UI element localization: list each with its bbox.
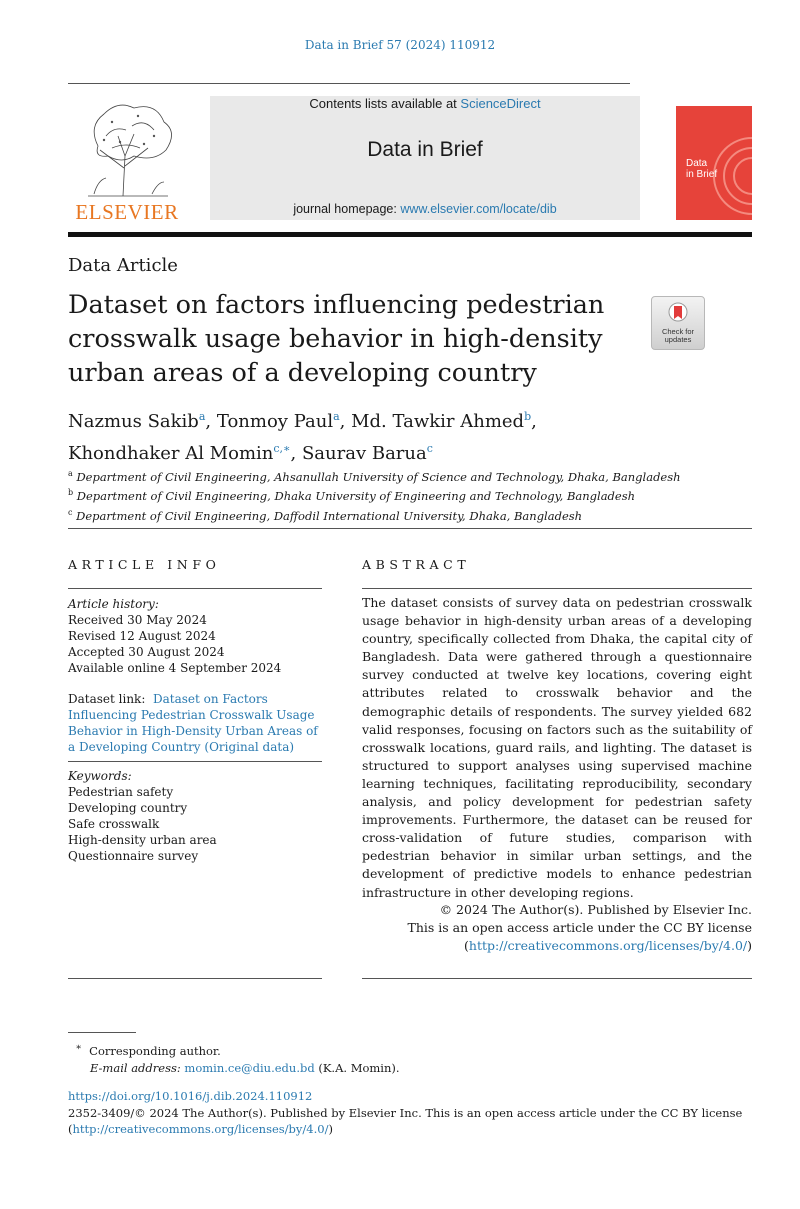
corresponding-author-note — [68, 1039, 752, 1060]
dataset-link[interactable]: Dataset on Factors Influencing Pedestrian Crosswalk Usage Behavior in High-Density Urban Areas of a Developing Country (Original data) — [68, 692, 318, 754]
license-paren-open: ( — [464, 938, 469, 954]
keyword: Pedestrian safety — [68, 785, 174, 799]
check-updates-line-1: Check for — [661, 327, 695, 336]
footer-license-link[interactable]: http://creativecommons.org/licenses/by/4.0/ — [72, 1122, 329, 1136]
bookmark-icon — [668, 302, 688, 326]
footer-paren-open: ( — [68, 1122, 73, 1136]
available-online-date: Available online 4 September 2024 — [68, 661, 282, 675]
author[interactable] — [351, 411, 531, 432]
affiliation — [68, 466, 748, 485]
article-title: Dataset on factors influencing pedestrian crosswalk usage behavior in high-density urban areas of a developing country — [68, 290, 605, 388]
author-name: Tonmoy Paul — [216, 411, 334, 432]
email-link[interactable]: momin.ce@diu.edu.bd — [184, 1060, 315, 1075]
footer-license-line — [68, 1121, 752, 1138]
abstract-rule — [362, 588, 752, 589]
contents-list-line — [210, 96, 640, 111]
journal-cover-thumbnail — [666, 96, 752, 220]
article-type: Data Article — [68, 255, 178, 276]
license-line: This is an open access article under the CC BY license — [407, 920, 752, 936]
check-updates-line-2: updates — [664, 335, 692, 344]
check-for-updates-button[interactable] — [651, 296, 705, 350]
author-affiliation-marker[interactable]: c — [426, 442, 433, 455]
author-list — [68, 403, 748, 467]
elsevier-wordmark: ELSEVIER — [75, 200, 179, 224]
license-url-line — [362, 937, 752, 955]
cover-front — [676, 106, 752, 220]
accepted-date: Accepted 30 August 2024 — [68, 645, 225, 659]
journal-homepage-line — [210, 202, 640, 216]
corresponding-marker: ∗ — [75, 1042, 82, 1053]
header-rule — [68, 83, 630, 84]
author[interactable] — [68, 443, 291, 464]
received-date: Received 30 May 2024 — [68, 613, 207, 627]
cover-title — [686, 158, 746, 180]
author-separator: , — [205, 411, 217, 432]
keywords-rule — [68, 761, 322, 762]
email-label: E-mail address: — [89, 1060, 181, 1075]
contents-prefix: Contents lists available at — [309, 96, 461, 111]
journal-title: Data in Brief — [367, 138, 483, 161]
article-footer — [68, 1088, 752, 1138]
dataset-link-block — [68, 691, 322, 755]
author-name: Nazmus Sakib — [68, 411, 199, 432]
doi-link[interactable]: https://doi.org/10.1016/j.dib.2024.110912 — [68, 1089, 313, 1103]
affiliation-marker: a — [68, 469, 73, 478]
keyword: Questionnaire survey — [68, 849, 199, 863]
masthead-rule — [68, 232, 752, 237]
cover-title-line-2: in Brief — [686, 169, 718, 180]
issn-copyright-line: 2352-3409/© 2024 The Author(s). Published by Elsevier Inc. This is an open access article under the CC BY license — [68, 1105, 743, 1120]
author-name: Saurav Barua — [301, 443, 427, 464]
cover-spine — [666, 96, 676, 220]
check-for-updates-label — [652, 328, 704, 344]
abstract-copyright — [362, 901, 752, 955]
homepage-prefix: journal homepage: — [293, 202, 401, 216]
email-owner: (K.A. Momin). — [318, 1060, 400, 1075]
author-name: Md. Tawkir Ahmed — [351, 411, 525, 432]
journal-masthead — [210, 96, 640, 220]
affiliation — [68, 485, 748, 504]
journal-reference[interactable] — [0, 38, 800, 52]
section-divider — [68, 528, 752, 529]
journal-homepage-link[interactable]: www.elsevier.com/locate/dib — [400, 202, 557, 216]
affiliation-text: Department of Civil Engineering, Daffodil International University, Dhaka, Bangladesh — [76, 508, 583, 523]
journal-reference-link[interactable]: Data in Brief 57 (2024) 110912 — [304, 38, 496, 52]
email-line — [68, 1060, 752, 1077]
license-link[interactable]: http://creativecommons.org/licenses/by/4.0/ — [468, 938, 748, 954]
article-info-rule — [68, 588, 322, 589]
article-history — [68, 596, 322, 676]
sciencedirect-link[interactable]: ScienceDirect — [460, 96, 541, 111]
footnote-rule — [68, 1032, 136, 1033]
license-paren-close: ) — [747, 938, 752, 954]
abstract-bottom-rule — [362, 978, 752, 979]
affiliation-marker: c — [68, 507, 73, 517]
keywords-label: Keywords: — [68, 769, 132, 783]
author-separator: , — [531, 411, 537, 432]
footnote — [68, 1039, 752, 1077]
keyword: Developing country — [68, 801, 188, 815]
abstract-heading: ABSTRACT — [362, 557, 471, 572]
author-separator: , — [290, 443, 302, 464]
affiliation-list — [68, 466, 748, 524]
cover-title-line-1: Data — [686, 158, 708, 169]
author[interactable] — [68, 411, 205, 432]
article-history-label: Article history: — [68, 597, 159, 611]
dataset-link-label: Dataset link: — [68, 692, 146, 706]
author-separator: , — [339, 411, 352, 432]
revised-date: Revised 12 August 2024 — [68, 629, 216, 643]
affiliation-text: Department of Civil Engineering, Dhaka University of Engineering and Technology, Bangladesh — [76, 489, 636, 504]
author-name: Khondhaker Al Momin — [68, 443, 274, 464]
author[interactable] — [302, 443, 433, 464]
corresponding-label: Corresponding author. — [89, 1043, 221, 1058]
affiliation-text: Department of Civil Engineering, Ahsanullah University of Science and Technology, Dhaka, Bangladesh — [76, 469, 681, 484]
author-affiliation-marker[interactable]: a — [198, 410, 206, 423]
author-affiliation-marker[interactable]: b — [524, 410, 532, 423]
article-info-bottom-rule — [68, 978, 322, 979]
copyright-line: © 2024 The Author(s). Published by Elsevier Inc. — [439, 902, 752, 917]
author-affiliation-marker[interactable]: c,∗ — [273, 442, 291, 455]
footer-paren-close: ) — [328, 1122, 333, 1136]
keywords-block — [68, 768, 322, 864]
keyword: Safe crosswalk — [68, 817, 160, 831]
abstract-text: The dataset consists of survey data on pedestrian crosswalk usage behavior in high-density urban areas of a developing country, specifically collected from Dhaka, the capital city of Bangladesh. Data were gathered through a questionnaire survey conducted at twelve key locations, covering eight attributes related to crosswalk behavior and the demographic details of respondents. The survey yielded 682 valid responses, focusing on factors such as the suitability of crosswalk locations, guard rails, and lighting. The dataset is structured to support analyses using supervised machine learning techniques, facilitating reproducibility, secondary analysis, and policy development for pedestrian safety improvements. Furthermore, the dataset can be reused for cross-validation of future studies, comparison with pedestrian behavior in similar urban settings, and the development of predictive models to enhance pedestrian infrastructure in other developing regions. — [362, 595, 752, 900]
affiliation — [68, 505, 748, 524]
affiliation-marker: b — [68, 488, 74, 498]
author[interactable] — [217, 411, 340, 432]
article-info-heading: ARTICLE INFO — [68, 557, 221, 572]
keyword: High-density urban area — [68, 833, 217, 847]
author-affiliation-marker[interactable]: a — [333, 410, 340, 423]
